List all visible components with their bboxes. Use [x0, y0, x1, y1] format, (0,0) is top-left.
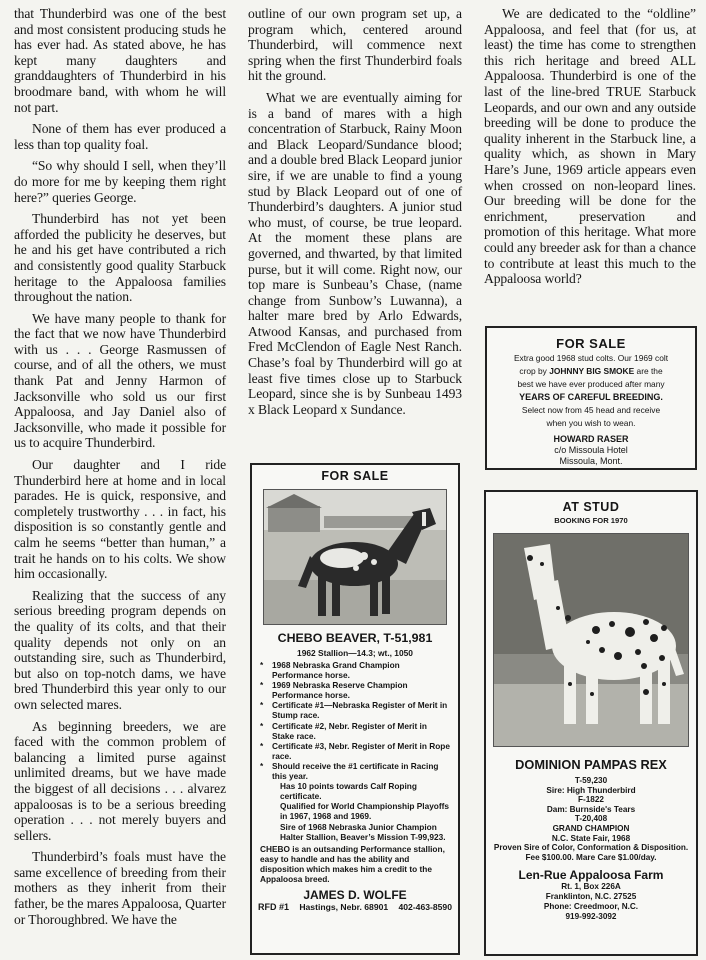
list-item: * Certificate #2, Nebr. Register of Merit in Stake race. — [260, 720, 427, 741]
horse-description: 1962 Stallion—14.3; wt., 1050 — [297, 648, 413, 658]
achievement-text: Certificate #1—Nebraska Register of Merit in Stump race. — [272, 700, 448, 721]
ad-heading: AT STUD — [562, 500, 620, 514]
seller-city: Missoula, Mont. — [559, 456, 623, 466]
ad-heading: FOR SALE — [321, 469, 389, 483]
horse-photo — [263, 489, 447, 625]
horse-photo-icon — [264, 490, 446, 624]
achievements-list — [252, 660, 458, 781]
article-paragraph: None of them has ever produced a less than top quality foal. — [14, 121, 226, 152]
sire: Sire: High Thunderbird — [546, 785, 636, 795]
stud-name: JOHNNY BIG SMOKE — [549, 366, 635, 376]
article-paragraph: Our daughter and I ride Thunderbird here at home and in local parades. He is quick, responsive, and completely trustworthy . . . in fact, his disposition is so constantly gentle and calm he seems “better than human,” a trait he hands on to his colts. We show him occasionally. — [14, 457, 226, 582]
achievement-extra: Sire of 1968 Nebraska Junior Champion Halter Stallion, Beaver’s Mission T-99,923. — [280, 821, 446, 842]
achievement-text: Certificate #3, Nebr. Register of Merit in Rope race. — [272, 740, 450, 761]
award-detail: N.C. State Fair, 1968 — [551, 833, 631, 843]
pedigree — [486, 776, 696, 862]
article-paragraph: outline of our own program set up, a program which, centered around Thunderbird, will commence next spring when the first Thunderbird foals hit the ground. — [248, 6, 462, 84]
achievement-text: 1968 Nebraska Grand Champion Performance horse. — [272, 660, 400, 681]
article-column-3 — [484, 6, 696, 293]
article-paragraph: We have many people to thank for the fact that we now have Thunderbird with us . . . George Rasmussen of course, and of all the others, we must thank Pat and Jenny Harmon of Jacksonville who sold us our first Appaloosa, and Jay Daniel also of Jacksonville, who made it possible for us to acquire Thunderbird. — [14, 310, 226, 451]
ad-text-fragment: are the — [634, 366, 663, 376]
article-column-1 — [14, 6, 226, 933]
seller-name: HOWARD RASER — [553, 434, 629, 444]
owner-town: Hastings, Nebr. 68901 — [299, 902, 389, 913]
ad-description: CHEBO is an outsanding Performance stallion, easy to handle and has the ability and disposition which makes him a credit to the Appaloosa breed. — [260, 843, 445, 884]
horse-name: CHEBO BEAVER, T-51,981 — [277, 631, 433, 645]
dam: Dam: Burnside's Tears — [546, 804, 636, 814]
ad-raser-for-sale — [485, 326, 697, 470]
ad-dominion-pampas-rex — [484, 490, 698, 956]
farm-city: Franklinton, N.C. 27525 — [545, 892, 637, 902]
achievement-text: Should receive the #1 certificate in Racing this year. — [272, 760, 439, 782]
ad-text-line: best we have ever produced after many — [517, 379, 665, 389]
ad-chebo-beaver — [250, 463, 460, 955]
achievement-extra: Qualified for World Championship Playoffs in 1967, 1968 and 1969. — [280, 801, 450, 822]
owner-name: JAMES D. WOLFE — [303, 888, 407, 903]
farm-phone: 919-992-3092 — [565, 911, 617, 921]
article-paragraph: Realizing that the success of any serious breeding program depends on the quality of its colts, and that their quality depends not only on an outstanding sire, such as Thunderbird, but also on top-notch dams, we have bred Thunderbird this year only to our own selected mares. — [14, 587, 226, 712]
dam-number: T-20,408 — [574, 814, 608, 824]
registration-number: T-59,230 — [574, 776, 608, 785]
leopard-horse-photo-icon — [494, 534, 688, 746]
booking-note: BOOKING FOR 1970 — [554, 516, 628, 525]
ad-text-line: Extra good 1968 stud colts. Our 1969 colt — [513, 353, 669, 363]
sire-number: F-1822 — [578, 795, 604, 805]
leopard-horse-photo — [493, 533, 689, 747]
horse-name: DOMINION PAMPAS REX — [515, 757, 667, 772]
owner-phone: 402-463-8590 — [398, 902, 452, 913]
article-paragraph: As beginning breeders, we are faced with the common problem of balancing a limited purse against unlimited dreams, but we have made the biggest of all decisions . . . alvarez appaloosas is to be a serious breeding operation . . . not merely buyers and sellers. — [14, 718, 226, 843]
achievement-text: 1969 Nebraska Reserve Champion Performance horse. — [272, 680, 408, 701]
article-paragraph: We are dedicated to the “oldline” Appaloosa, and feel that (for us, at least) the time has come to strengthen this rich heritage and breed ALL Appaloosa. Thunderbird is one of the last of the line-bred TRUE Starbuck Leopards, and our own and any outside breeding will be done to produce the quality inherent in the Starbuck line, a quality which, as shown in Mary Hare’s June, 1969 article appears even when crossed on non-leopard lines. Our breeding will be done for the enrichment, preservation and promotion of this heritage. What more could any breeder ask for than a chance to contribute at least this much to the Appaloosa world? — [484, 6, 696, 287]
farm-contact — [486, 882, 696, 921]
seller-address: c/o Missoula Hotel — [554, 445, 628, 455]
list-item: * Should receive the #1 certificate in Racing this year. — [260, 760, 439, 782]
ad-text-fragment: crop by — [519, 366, 550, 376]
article-paragraph: Thunderbird has not yet been afforded the publicity he deserves, but he and his get have contributed a rich and consistently good quality Starbuck heritage to the Appaloosa families throughout the nation. — [14, 211, 226, 305]
list-item: * 1969 Nebraska Reserve Champion Performance horse. — [260, 680, 408, 701]
owner-route: RFD #1 — [258, 902, 290, 913]
stud-terms: Proven Sire of Color, Conformation & Disposition. Fee $100.00. Mare Care $1.00/day. — [493, 843, 689, 862]
ad-text-line: Select now from 45 head and receive — [521, 405, 661, 415]
list-item: * Certificate #3, Nebr. Register of Merit in Rope race. — [260, 740, 450, 761]
ad-text-line: YEARS OF CAREFUL BREEDING. — [519, 392, 663, 402]
article-paragraph: “So why should I sell, when they’ll do more for me by keeping them right here?” queries George. — [14, 158, 226, 205]
article-paragraph: Thunderbird’s foals must have the same excellence of breeding from their mothers as they inherit from their father, be the mares Appaloosa, Quarter or Thoroughbred. We have the — [14, 849, 226, 927]
list-item: * Certificate #1—Nebraska Register of Merit in Stump race. — [260, 700, 448, 721]
list-item: * 1968 Nebraska Grand Champion Performance horse. — [260, 660, 400, 681]
article-column-2 — [248, 6, 462, 423]
article-paragraph: that Thunderbird was one of the best and most consistent producing studs he has ever had. As stated above, he has kept many daughters and granddaughters of Thunderbird in his broodmare band, with whom he will not part. — [14, 6, 226, 115]
ad-text-line — [493, 365, 689, 377]
farm-name: Len-Rue Appaloosa Farm — [518, 868, 664, 883]
owner-contact-row — [258, 902, 452, 912]
achievement-text: Certificate #2, Nebr. Register of Merit in Stake race. — [272, 720, 427, 741]
farm-phone-label: Phone: Creedmoor, N.C. — [543, 901, 639, 911]
ad-heading: FOR SALE — [556, 336, 626, 351]
achievement-extra: Has 10 points towards Calf Roping certificate. — [280, 781, 417, 802]
farm-address: Rt. 1, Box 226A — [561, 882, 621, 892]
award: GRAND CHAMPION — [552, 823, 630, 833]
ad-text-line: when you wish to wean. — [546, 418, 636, 428]
article-paragraph: What we are eventually aiming for is a band of mares with a high concentration of Starbuck, Rainy Moon and Black Leopard/Sundance blood; and a double bred Black Leopard junior sire, if we are unable to find a young stud by Black Leopard out of one of Thunderbird’s daughters. A junior stud who must, of course, be true leopard. At the moment these plans are governed, and thwarted, by that limited purse, but it will come. Right now, our top mare is Sunbeau’s Chase, (name change from Sunbow’s Luwanna), a halter mare bred by Arlo Edwards, Atwood Kansas, and purchased from Fred McClendon of Eagle Nest Ranch. Chase’s foal by Thunderbird will go at least five times close up to Starbuck Leopard, since she is by Sunbeau 1493 x Black Leopard x Sundance. — [248, 89, 462, 417]
